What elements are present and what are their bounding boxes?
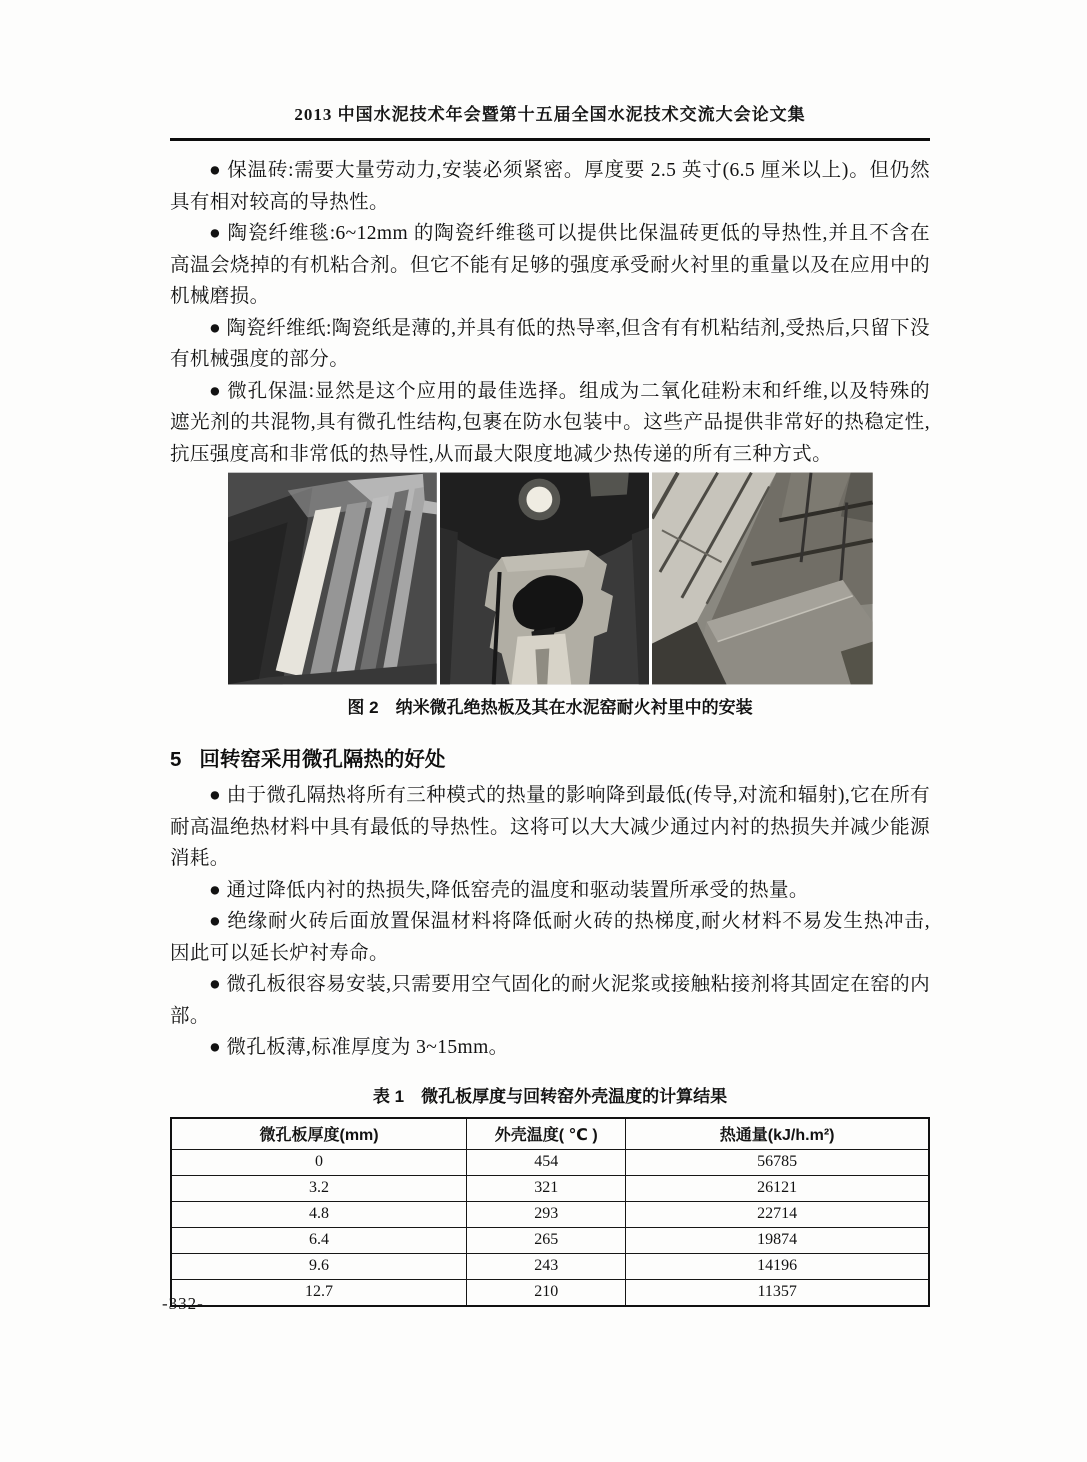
bullet-paragraph: ● 微孔板薄,标准厚度为 3~15mm。 bbox=[209, 1037, 509, 1058]
photo-brick-lining bbox=[652, 472, 873, 685]
running-head: 2013 中国水泥技术年会暨第十五届全国水泥技术交流大会论文集 bbox=[294, 105, 806, 124]
cell-shell-temp: 265 bbox=[467, 1227, 626, 1253]
bullet-paragraph: ● 绝缘耐火砖后面放置保温材料将降低耐火砖的热梯度,耐火材料不易发生热冲击,因此可以延长炉衬寿命。 bbox=[170, 911, 930, 964]
cell-heat-flux: 14196 bbox=[626, 1253, 929, 1279]
col-header-heat-flux: 热通量(kJ/h.m²) bbox=[626, 1118, 929, 1150]
cell-shell-temp: 454 bbox=[467, 1149, 626, 1175]
header-rule bbox=[170, 138, 930, 141]
table-row bbox=[171, 1227, 929, 1253]
section-title: 回转窑采用微孔隔热的好处 bbox=[199, 748, 446, 771]
bullet-paragraph: ● 陶瓷纤维纸:陶瓷纸是薄的,并具有低的热导率,但含有有机粘结剂,受热后,只留下没有机械强度的部分。 bbox=[170, 317, 930, 370]
page-number: -332- bbox=[162, 1294, 204, 1313]
cell-thickness: 12.7 bbox=[171, 1279, 467, 1306]
table-row bbox=[171, 1175, 929, 1201]
benefit-paragraphs bbox=[170, 780, 930, 1064]
results-table bbox=[170, 1117, 930, 1307]
intro-paragraphs bbox=[170, 155, 930, 470]
photo-insulation-boards bbox=[228, 472, 437, 685]
table-row bbox=[171, 1253, 929, 1279]
bullet-paragraph: ● 由于微孔隔热将所有三种模式的热量的影响降到最低(传导,对流和辐射),它在所有耐高温绝热材料中具有最低的导热性。这将可以大大减少通过内衬的热损失并减少能源消耗。 bbox=[170, 785, 930, 869]
cell-thickness: 3.2 bbox=[171, 1175, 467, 1201]
table-row bbox=[171, 1149, 929, 1175]
cell-thickness: 4.8 bbox=[171, 1201, 467, 1227]
cell-heat-flux: 22714 bbox=[626, 1201, 929, 1227]
col-header-thickness: 微孔板厚度(mm) bbox=[171, 1118, 467, 1150]
figure-photos bbox=[228, 472, 873, 685]
table-header-row bbox=[171, 1118, 929, 1150]
page-content bbox=[170, 100, 930, 1307]
table-row bbox=[171, 1279, 929, 1306]
cell-shell-temp: 243 bbox=[467, 1253, 626, 1279]
figure-caption: 图 2 纳米微孔绝热板及其在水泥窑耐火衬里中的安装 bbox=[347, 698, 753, 717]
cell-heat-flux: 26121 bbox=[626, 1175, 929, 1201]
bullet-paragraph: ● 陶瓷纤维毯:6~12mm 的陶瓷纤维毯可以提供比保温砖更低的导热性,并且不含在高温会烧掉的有机粘合剂。但它不能有足够的强度承受耐火衬里的重量以及在应用中的机械磨损。 bbox=[170, 223, 930, 307]
bullet-paragraph: ● 微孔板很容易安装,只需要用空气固化的耐火泥浆或接触粘接剂将其固定在窑的内部。 bbox=[170, 974, 930, 1027]
cell-heat-flux: 19874 bbox=[626, 1227, 929, 1253]
col-header-shell-temp: 外壳温度( ℃ ) bbox=[467, 1118, 626, 1150]
photo-kiln-installation bbox=[440, 472, 650, 685]
cell-heat-flux: 11357 bbox=[626, 1279, 929, 1306]
cell-thickness: 0 bbox=[171, 1149, 467, 1175]
bullet-paragraph: ● 通过降低内衬的热损失,降低窑壳的温度和驱动装置所承受的热量。 bbox=[209, 879, 809, 901]
bullet-paragraph: ● 微孔保温:显然是这个应用的最佳选择。组成为二氧化硅粉末和纤维,以及特殊的遮光剂的共混物,具有微孔性结构,包裹在防水包装中。这些产品提供非常好的热稳定性,抗压强度高和非常低的热导性,从而最大限度地减少热传递的所有三种方式。 bbox=[170, 380, 930, 465]
cell-thickness: 9.6 bbox=[171, 1253, 467, 1279]
cell-shell-temp: 321 bbox=[467, 1175, 626, 1201]
bullet-paragraph: ● 保温砖:需要大量劳动力,安装必须紧密。厚度要 2.5 英寸(6.5 厘米以上)。但仍然具有相对较高的导热性。 bbox=[170, 160, 930, 213]
table-title: 表 1 微孔板厚度与回转窑外壳温度的计算结果 bbox=[372, 1086, 728, 1106]
section-number: 5 bbox=[170, 748, 182, 771]
cell-shell-temp: 293 bbox=[467, 1201, 626, 1227]
cell-thickness: 6.4 bbox=[171, 1227, 467, 1253]
cell-heat-flux: 56785 bbox=[626, 1149, 929, 1175]
cell-shell-temp: 210 bbox=[467, 1279, 626, 1306]
section-heading bbox=[170, 742, 930, 772]
table-row bbox=[171, 1201, 929, 1227]
